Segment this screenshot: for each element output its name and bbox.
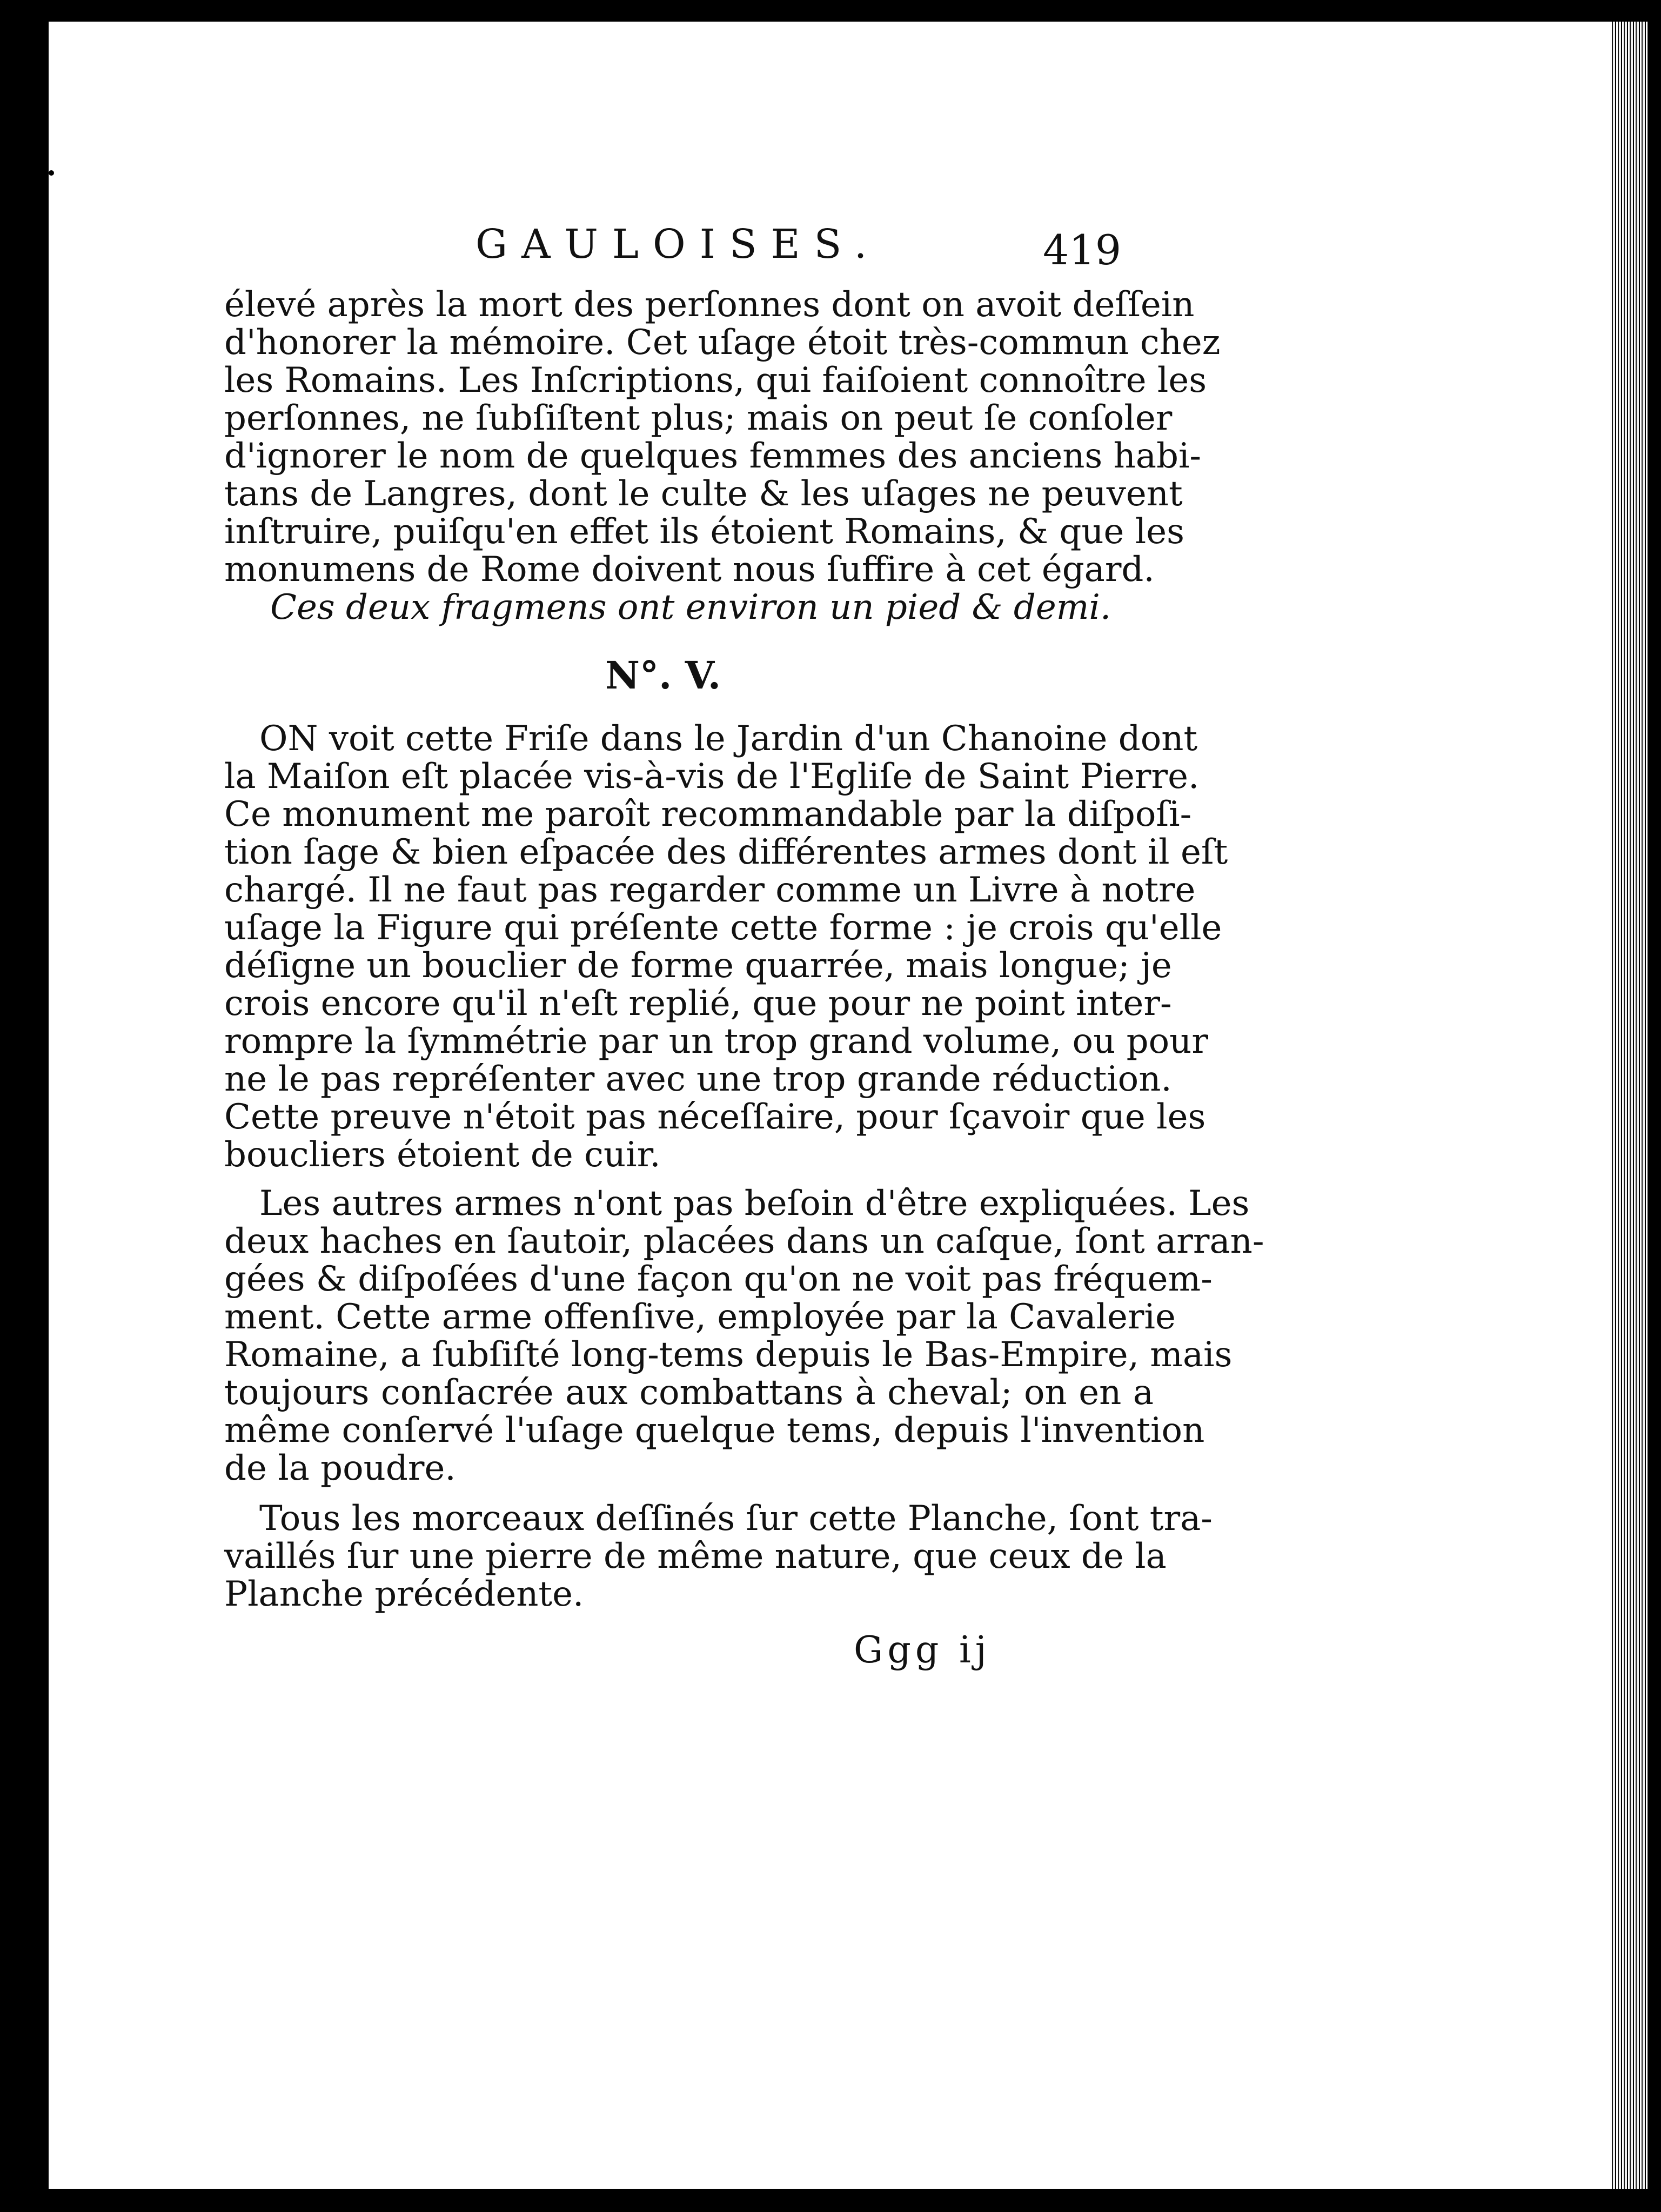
text-line: uſage la Figure qui préſente cette forme : je crois qu'elle — [224, 908, 1222, 948]
text-line: Planche précédente. — [224, 1574, 584, 1614]
text-line: inſtruire, puiſqu'en effet ils étoient Romains, & que les — [224, 512, 1184, 552]
text-line: Tous les morceaux deſſinés ſur cette Planche, ſont tra- — [259, 1499, 1213, 1539]
text-line: d'honorer la mémoire. Cet uſage étoit très-commun chez — [224, 323, 1221, 363]
text-line: monumens de Rome doivent nous ſuffire à cet égard. — [224, 550, 1155, 590]
text-line: même conſervé l'uſage quelque tems, depuis l'invention — [224, 1411, 1205, 1451]
text-line: les Romains. Les Inſcriptions, qui faiſoient connoître les — [224, 360, 1207, 400]
text-line: ment. Cette arme offenſive, employée par la Cavalerie — [224, 1297, 1176, 1337]
text-line: tans de Langres, dont le culte & les uſages ne peuvent — [224, 474, 1183, 514]
text-line: élevé après la mort des perſonnes dont on avoit deſſein — [224, 285, 1195, 325]
margin-speck — [49, 170, 54, 176]
text-line: vaillés ſur une pierre de même nature, que ceux de la — [224, 1536, 1167, 1576]
text-line: ON voit cette Friſe dans le Jardin d'un Chanoine dont — [259, 719, 1198, 759]
text-line: d'ignorer le nom de quelques femmes des anciens habi- — [224, 436, 1202, 476]
text-line: Ce monument me paroît recommandable par la diſpoſi- — [224, 794, 1192, 834]
fragment-size-caption: Ces deux fragmens ont environ un pied & demi. — [270, 587, 1111, 627]
text-line: tion ſage & bien eſpacée des différentes armes dont il eſt — [224, 832, 1228, 872]
running-head: GAULOISES. — [475, 221, 881, 268]
page-edge-shadow — [1610, 22, 1648, 2189]
text-line: de la poudre. — [224, 1448, 456, 1488]
text-line: chargé. Il ne faut pas regarder comme un Livre à notre — [224, 870, 1196, 910]
text-line: deux haches en ſautoir, placées dans un caſque, ſont arran- — [224, 1221, 1264, 1261]
text-line: rompre la ſymmétrie par un trop grand volume, ou pour — [224, 1021, 1208, 1061]
text-line: crois encore qu'il n'eſt replié, que pour ne point inter- — [224, 984, 1172, 1024]
text-line: Cette preuve n'étoit pas néceſſaire, pour ſçavoir que les — [224, 1097, 1206, 1137]
text-line: boucliers étoient de cuir. — [224, 1135, 661, 1175]
section-heading: N°. V. — [605, 653, 721, 698]
page-number: 419 — [1043, 226, 1122, 274]
text-line: toujours conſacrée aux combattans à cheval; on en a — [224, 1373, 1154, 1413]
text-line: déſigne un bouclier de forme quarrée, mais longue; je — [224, 946, 1172, 986]
text-line: Romaine, a ſubſiſté long-tems depuis le Bas-Empire, mais — [224, 1335, 1233, 1375]
text-line: perſonnes, ne ſubſiſtent plus; mais on peut ſe conſoler — [224, 398, 1173, 438]
text-line: ne le pas repréſenter avec une trop grande réduction. — [224, 1059, 1172, 1099]
text-line: gées & diſpoſées d'une façon qu'on ne voit pas fréquem- — [224, 1259, 1213, 1299]
signature-mark: Ggg ij — [854, 1629, 991, 1672]
text-line: la Maiſon eſt placée vis-à-vis de l'Egliſe de Saint Pierre. — [224, 757, 1200, 797]
text-line: Les autres armes n'ont pas beſoin d'être expliquées. Les — [259, 1184, 1250, 1224]
